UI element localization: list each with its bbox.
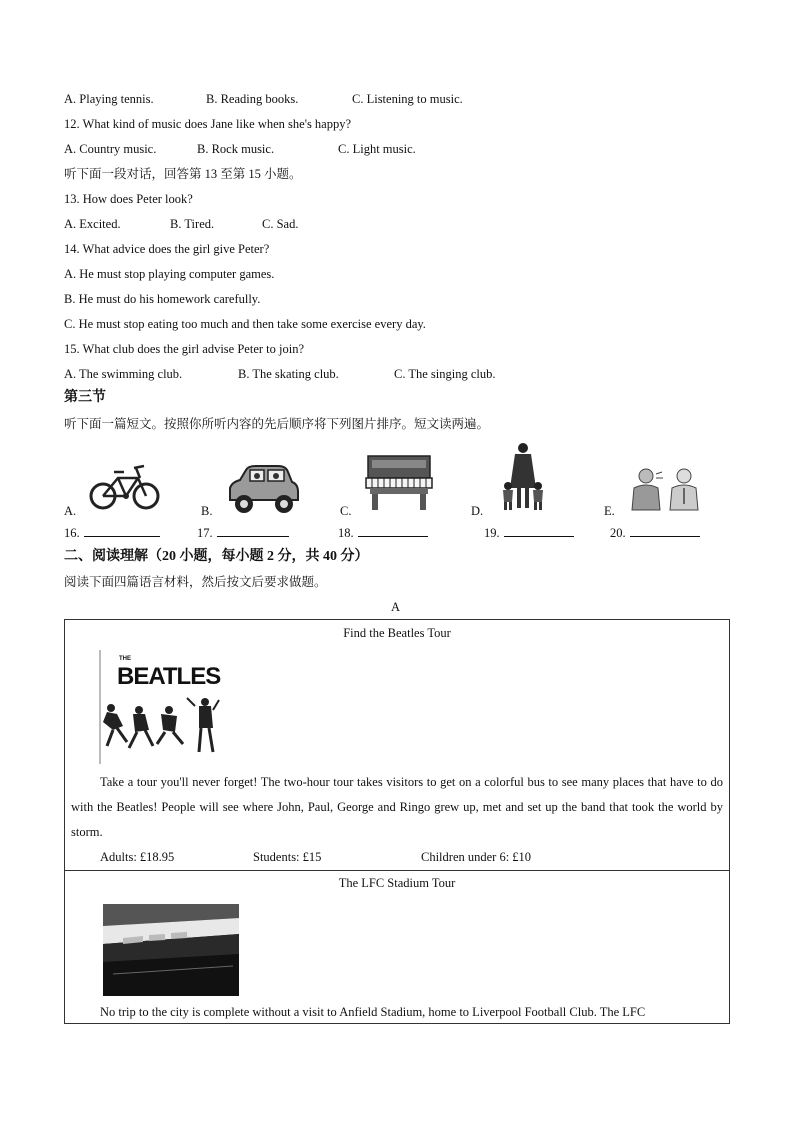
blank-16-number: 16. [64,526,80,540]
picture-label-e: E. [604,504,615,518]
blank-20-line[interactable] [630,524,700,537]
piano-picture [362,452,436,512]
blank-18-line[interactable] [358,524,428,537]
q11-option-c: C. Listening to music. [352,92,463,106]
q15-option-c: C. The singing club. [394,367,496,381]
blank-17-line[interactable] [217,524,289,537]
question-14: 14. What advice does the girl give Peter? [64,242,270,256]
q15-option-a: A. The swimming club. [64,367,183,381]
beatles-logo [99,650,223,764]
picture-label-c: C. [340,504,352,518]
people-talking-picture [628,466,702,512]
picture-label-d: D. [471,504,484,518]
instruction-13-15: 听下面一段对话，回答第 13 至第 15 小题。 [64,167,302,181]
q12-option-b: B. Rock music. [197,142,275,156]
q12-option-a: A. Country music. [64,142,157,156]
blank-20-number: 20. [610,526,626,540]
blank-19-number: 19. [484,526,500,540]
price-students: Students: £15 [253,850,322,864]
blank-16-line[interactable] [84,524,160,537]
q14-option-c: C. He must stop eating too much and then take some exercise every day. [64,317,426,331]
tour1-description: Take a tour you'll never forget! The two-hour tour takes visitors to get on a colorful bus to see many places that have to do with the Beatles! People will see where John, Paul, George and Ringo grew up, met and set up the band that took the world by storm. [71,775,723,839]
q14-option-b: B. He must do his homework carefully. [64,292,261,306]
family-picture [498,442,548,512]
section3-title: 第三节 [64,390,106,405]
blank-17[interactable] [197,524,289,541]
price-children: Children under 6: £10 [421,850,532,864]
picture-label-b: B. [201,504,213,518]
car-picture [226,462,300,516]
part2-title: 二、阅读理解（20 小题，每小题 2 分，共 40 分） [64,549,369,564]
part2-instruction: 阅读下面四篇语言材料，然后按文后要求做题。 [64,575,327,589]
question-15: 15. What club does the girl advise Peter to join? [64,342,304,356]
table-row-divider [65,870,729,871]
passage-label: A [391,600,401,614]
section3-instruction: 听下面一篇短文。按照你所听内容的先后顺序将下列图片排序。短文读两遍。 [64,417,490,431]
tour2-title: The LFC Stadium Tour [338,876,456,890]
beatles-logo-small-text: THE [119,656,131,662]
tour2-description: No trip to the city is complete without a visit to Anfield Stadium, home to Liverpool Football Club. The LFC [100,1005,646,1019]
blank-17-number: 17. [197,526,213,540]
question-13: 13. How does Peter look? [64,192,193,206]
q11-option-b: B. Reading books. [206,92,299,106]
beatles-logo-text: BEATLES [117,663,221,690]
tour1-title: Find the Beatles Tour [343,626,451,640]
blank-20[interactable] [610,524,700,541]
picture-label-a: A. [64,504,77,518]
question-12: 12. What kind of music does Jane like when she's happy? [64,117,352,131]
blank-18[interactable] [338,524,428,541]
q13-option-c: C. Sad. [262,217,299,231]
reading-table [64,619,730,1024]
blank-19[interactable] [484,524,574,541]
q13-option-b: B. Tired. [170,217,215,231]
q12-option-c: C. Light music. [338,142,416,156]
blank-16[interactable] [64,524,160,541]
q15-option-b: B. The skating club. [238,367,339,381]
blank-18-number: 18. [338,526,354,540]
bicycle-picture [88,460,162,512]
q13-option-a: A. Excited. [64,217,121,231]
blank-19-line[interactable] [504,524,574,537]
q14-option-a: A. He must stop playing computer games. [64,267,275,281]
q11-option-a: A. Playing tennis. [64,92,154,106]
stadium-photo [103,904,239,996]
price-adults: Adults: £18.95 [100,850,175,864]
